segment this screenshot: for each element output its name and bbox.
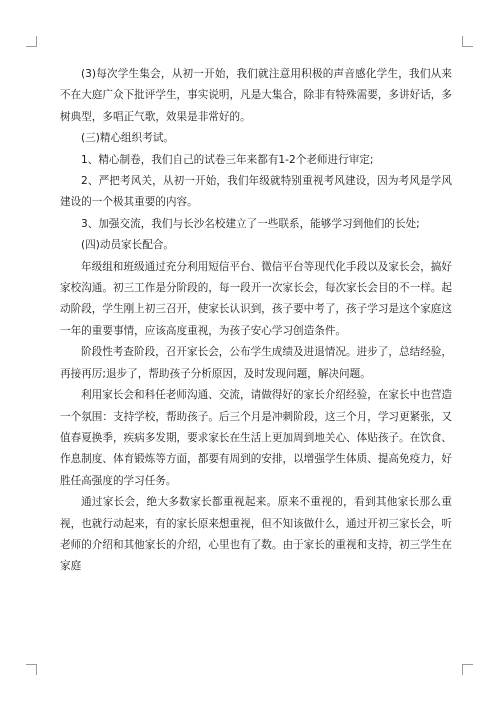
crop-mark-bottom-left	[26, 664, 37, 675]
paragraph-parent-experience: 利用家长会和科任老师沟通、交流，请做得好的家长介绍经验，在家长中也营造一个氛围：支持学校，帮助孩子。后三个月是冲刺阶段，这三个月，学习更紧张，又值春夏换季，疾病多发期，要求家长在生活上更加周到地关心、体贴孩子。在饮食、作息制度、体育锻炼等方面，都要有周到的安排，以增强学生体质、提高免疫力，好胜任高强度的学习任务。	[60, 389, 452, 487]
paragraph-exam-paper: 1、精心制卷，我们自己的试卷三年来都有1-2个老师进行审定;	[81, 153, 374, 166]
paragraph-assembly-praise: (3)每次学生集会，从初一开始，我们就注意用积极的声音感化学生，我们从来不在大庭广众下批评学生，事实说明，凡是大集合，除非有特殊需要，多讲好话，多树典型，多唱正气歌，效果是非常好的。	[60, 68, 452, 123]
heading-parent-cooperation: (四)动员家长配合。	[81, 239, 175, 252]
heading-exam-organization: (三)精心组织考试。	[81, 132, 175, 145]
crop-mark-bottom-right	[462, 664, 473, 675]
paragraph-home-school-communication: 年级组和班级通过充分利用短信平台、微信平台等现代化手段以及家长会，搞好家校沟通。初三工作是分阶段的，每一段开一次家长会，每次家长会目的不一样。起动阶段，学生刚上初三召开，使家长认识到，孩子要中考了，孩子学习是这个家庭这一年的重要事情，应该高度重视，为孩子安心学习创造条件。	[60, 260, 452, 337]
paragraph-exchange: 3、加强交流，我们与长沙名校建立了一些联系，能够学习到他们的长处;	[81, 217, 420, 230]
paragraph-exam-discipline: 2、严把考风关，从初一开始，我们年级就特别重视考风建设，因为考风是学风建设的一个极其重要的内容。	[60, 175, 452, 209]
document-body	[60, 64, 452, 578]
paragraph-stage-review: 阶段性考查阶段，召开家长会，公布学生成绩及进退情况。进步了，总结经验，再接再厉;退步了，帮助孩子分析原因，及时发现问题，解决问题。	[60, 346, 452, 380]
paragraph-parent-meeting-effect: 通过家长会，绝大多数家长都重视起来。原来不重视的，看到其他家长那么重视，也就行动起来，有的家长原来想重视，但不知该做什么，通过开初三家长会，听老师的介绍和其他家长的介绍，心里也有了数。由于家长的重视和支持，初三学生在家庭	[60, 496, 452, 573]
crop-mark-top-right	[462, 36, 473, 47]
crop-mark-top-left	[26, 36, 37, 47]
